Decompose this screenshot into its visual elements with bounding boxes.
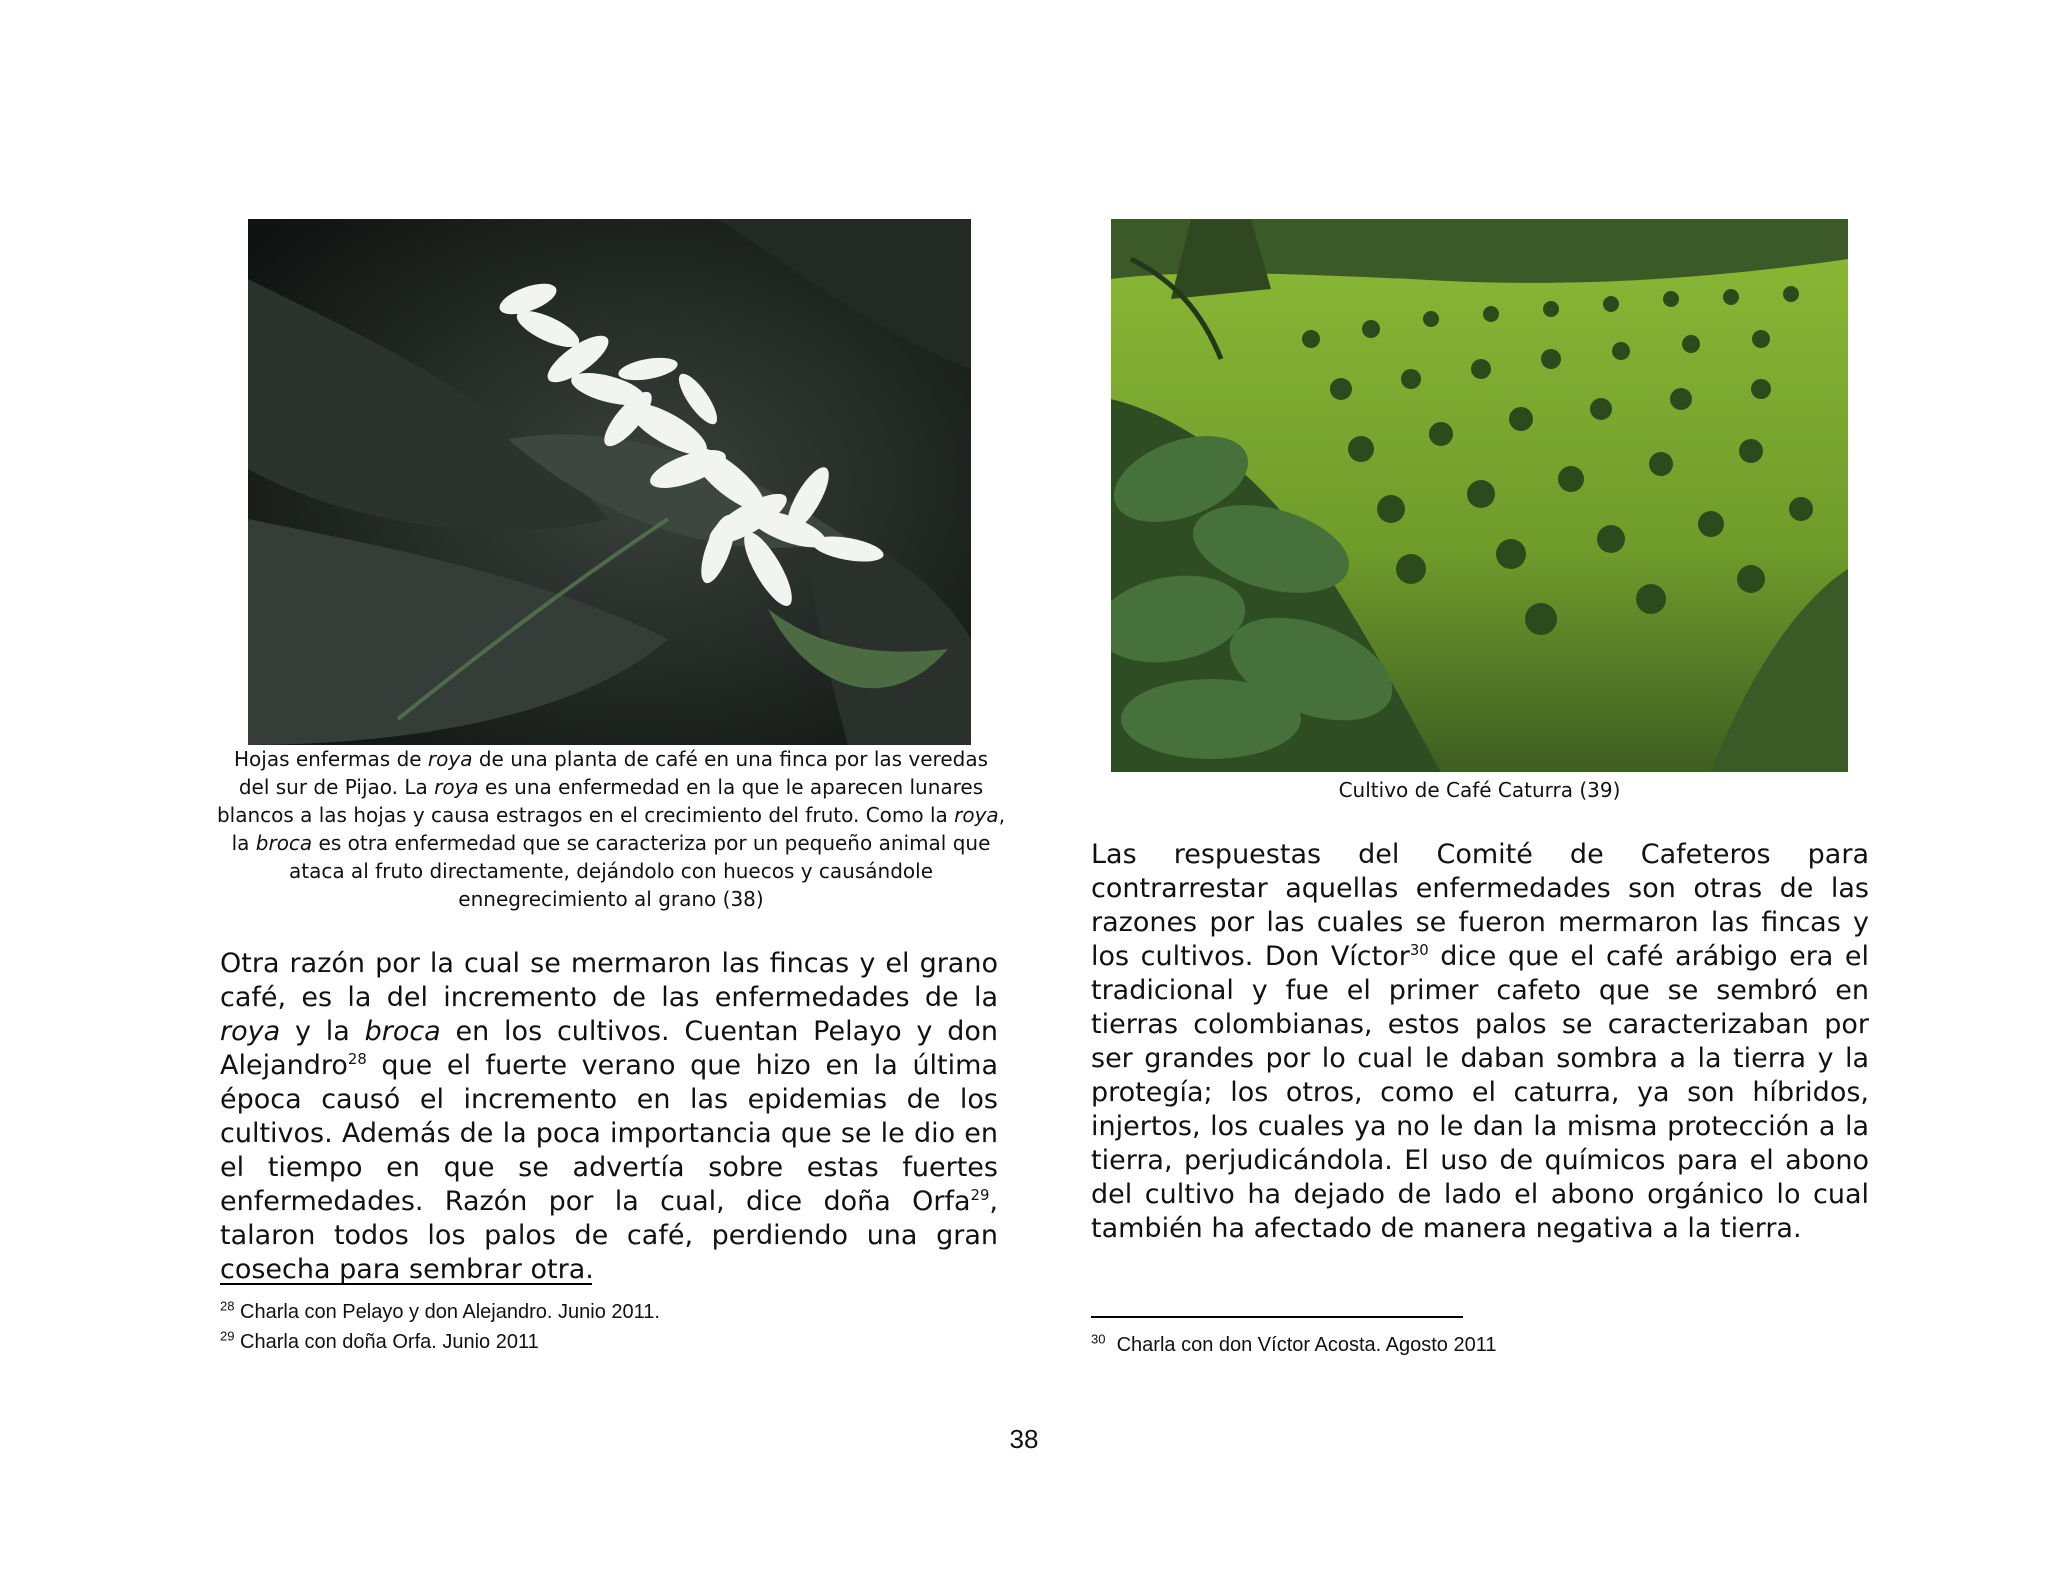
body-text: dice que el café arábigo era el tradicional y fue el primer cafeto que se sembró en tierras colombianas, estos palos se caracterizaban por ser grandes por lo cual le daban sombra a la tierra y la protegía; los otros, como el caturra, ya son híbridos, injertos, los cuales ya no le dan la misma protección a la tierra, perjudicándola. El uso de químicos para el abono del cultivo ha dejado de lado el abono orgánico lo cual también ha afectado de manera negativa a la tierra. <box>1091 941 1869 1244</box>
caption-term-roya: roya <box>954 803 999 827</box>
left-body-paragraph <box>220 947 998 1287</box>
body-text: que el fuerte verano que hizo en la última época causó el incremento en las epidemias de los cultivos. Además de la poca importancia que se le dio en el tiempo en que se advertía sobre estas fuertes enfermedades. Razón por la cual, dice doña Orfa <box>220 1050 998 1217</box>
left-footnotes <box>220 1297 980 1357</box>
footnote-text: Charla con Pelayo y don Alejandro. Junio 2011. <box>240 1301 660 1323</box>
right-body-paragraph <box>1091 838 1869 1246</box>
body-text: Otra razón por la cual se mermaron las fincas y el grano café, es la del incremento de las enfermedades de la <box>220 948 998 1013</box>
footnote-ref[interactable]: 29 <box>970 1186 990 1204</box>
caption-term-broca: broca <box>255 831 313 855</box>
right-footnotes <box>1091 1330 1851 1360</box>
coffee-flowers-photo <box>248 219 971 745</box>
footnote <box>220 1327 980 1357</box>
footnote-text: Charla con don Víctor Acosta. Agosto 2011 <box>1116 1334 1497 1356</box>
footnote-text: Charla con doña Orfa. Junio 2011 <box>240 1331 539 1353</box>
body-text: , talaron todos los palos de café, perdiendo una gran cosecha para sembrar otra. <box>220 1186 998 1285</box>
caption-text: es otra enfermedad que se caracteriza por un pequeño animal que ataca al fruto directamente, dejándolo con huecos y causándole ennegrecimiento al grano (38) <box>288 831 991 911</box>
body-text: Las respuestas del Comité de Cafeteros para contrarrestar aquellas enfermedades son otras de las razones por las cuales se fueron mermaron las fincas y los cultivos. Don Víctor <box>1091 839 1869 972</box>
body-term-roya: roya <box>220 1016 281 1047</box>
footnote <box>220 1297 980 1327</box>
caption-text: Hojas enfermas de <box>233 747 428 771</box>
footnote-ref[interactable]: 28 <box>347 1050 367 1068</box>
caption-text: es una enfermedad en la que le aparecen lunares blancos a las hojas y causa estragos en el crecimiento del fruto. Como la <box>216 775 984 827</box>
footnote-separator <box>220 1283 592 1285</box>
caption-term-roya: roya <box>434 775 479 799</box>
footnote-separator <box>1091 1316 1463 1318</box>
left-image-caption <box>216 745 1006 913</box>
right-image-caption: Cultivo de Café Caturra (39) <box>1338 778 1621 802</box>
footnote-number: 28 <box>220 1298 235 1314</box>
caption-text: de una planta de café en una finca por las veredas del sur de Pijao. La <box>238 747 989 799</box>
body-term-broca: broca <box>364 1016 441 1047</box>
footnote <box>1091 1330 1851 1360</box>
caption-text: , la <box>231 803 1006 855</box>
body-text: y la <box>280 1016 365 1047</box>
footnote-number: 30 <box>1091 1331 1106 1347</box>
caption-term-roya: roya <box>427 747 473 771</box>
footnote-number: 29 <box>220 1328 235 1344</box>
coffee-plantation-photo <box>1111 219 1848 772</box>
footnote-ref[interactable]: 30 <box>1409 941 1429 959</box>
page-number: 38 <box>1009 1424 1039 1454</box>
body-text: en los cultivos. Cuentan Pelayo y don Alejandro <box>220 1016 998 1081</box>
